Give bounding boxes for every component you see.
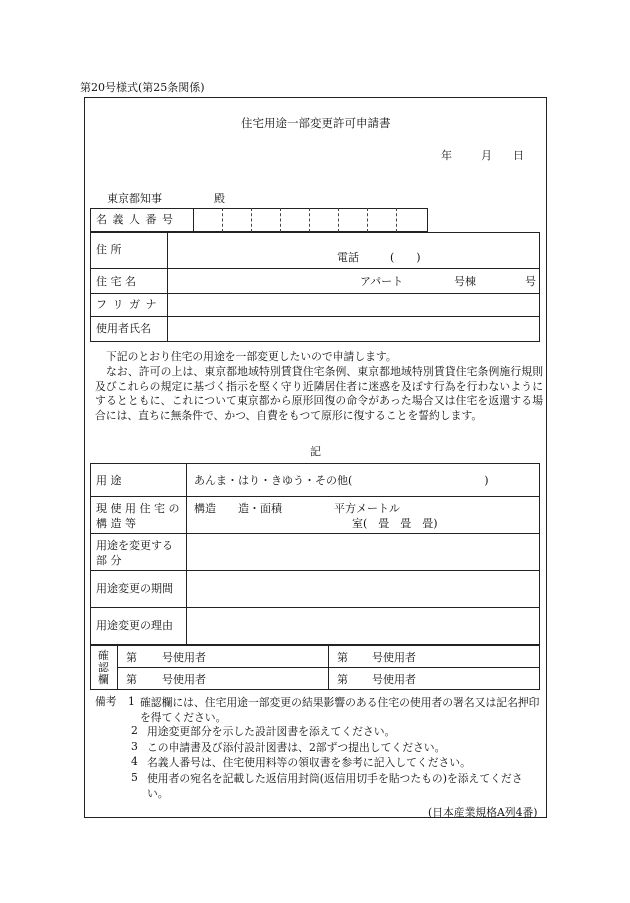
note-text-5: 使用者の宛名を記載した返信用封筒(返信用切手を貼つたもの)を添えてください。 [147,772,523,800]
confirm-dai-4: 第 [337,673,348,686]
house-name-label: 住 宅 名 [96,275,136,288]
note-text-3: この申請書及び添付設計図書は、2部ずつ提出してください。 [147,741,446,754]
confirm-user-4: 号使用者 [372,673,416,686]
apartment-label: アパート [360,275,404,288]
phone-label: 電話 [337,251,359,264]
note-text-4: 名義人番号は、住宅使用料等の領収書を参考に記入してください。 [147,756,471,769]
date-month: 月 [481,149,492,162]
purpose-label: 用 途 [96,474,122,487]
notes-label: 備考 [95,695,117,708]
confirmation-label: 確認欄 [98,649,109,686]
reason-label: 用途変更の理由 [96,619,173,632]
confirm-dai-1: 第 [126,651,137,664]
note-text-2: 用途変更部分を示した設計図書を添えてください。 [147,725,396,738]
date-year: 年 [441,149,452,162]
note-num-5: 5 [131,771,138,784]
square-meter-label: 平方メートル [334,502,400,515]
period-label: 用途変更の期間 [96,582,173,595]
note-num-4: 4 [131,755,138,768]
paper-standard: (日本産業規格A列4番) [428,806,538,819]
current-structure-label-1: 現 使 用 住 宅 の [96,502,180,515]
addressee: 東京都知事 [107,192,162,205]
date-day: 日 [513,149,524,162]
honorific: 殿 [214,192,225,205]
rooms-label: 室( 畳 畳 畳) [352,517,438,530]
purpose-value: あんま・はり・きゆう・その他( ) [194,474,489,487]
note-num-2: 2 [131,724,138,737]
structure-area-label: 造・面積 [238,502,282,515]
applicant-id-label: 名 義 人 番 号 [96,213,174,226]
pledge-intro: 下記のとおり住宅の用途を一部変更したいので申請します。 [106,350,397,363]
confirm-user-3: 号使用者 [162,673,206,686]
phone-parens: ( ) [390,251,421,264]
note-num-3: 3 [131,740,138,753]
confirm-dai-2: 第 [337,651,348,664]
form-number: 第20号様式(第25条関係) [80,81,205,94]
user-name-label: 使用者氏名 [96,322,151,335]
address-label: 住 所 [96,243,122,256]
unit-label: 号 [525,275,536,288]
part-label-2: 部 分 [96,554,122,567]
building-label: 号棟 [454,275,476,288]
note-num-1: 1 [128,695,135,708]
part-label-1: 用途を変更する [96,539,173,552]
details-table [90,463,540,645]
ki-label: 記 [310,445,321,458]
confirm-user-1: 号使用者 [162,651,206,664]
form-title: 住宅用途一部変更許可申請書 [241,116,391,130]
confirm-user-2: 号使用者 [372,651,416,664]
current-structure-label-2: 構 造 等 [96,517,136,530]
furigana-label: フ リ ガ ナ [96,298,158,311]
confirm-dai-3: 第 [126,673,137,686]
note-text-1: 確認欄には、住宅用途一部変更の結果影響のある住宅の使用者の署名又は記名押印を得てください。 [140,696,540,724]
structure-label: 構造 [194,502,216,515]
pledge-text: なお、許可の上は、東京都地域特別賃貸住宅条例、東京都地域特別賃貸住宅条例施行規則及びこれらの規定に基づく指示を堅く守り近隣居住者に迷惑を及ぼす行為を行わないようにするとともに、これについて東京都から原形回復の命令があった場合又は住宅を返還する場合には、直ちに無条件で、かつ、自費をもつて原形に復することを誓約します。 [95,365,543,422]
